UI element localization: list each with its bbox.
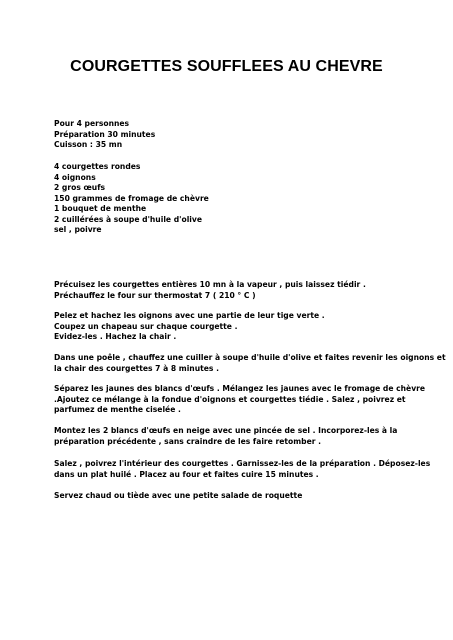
step-line: Montez les 2 blancs d'œufs en neige avec une pincée de sel . Incorporez-les à la xyxy=(54,426,398,435)
servings-text: Pour 4 personnes xyxy=(54,119,130,128)
ingredient-item: 4 courgettes rondes xyxy=(54,162,141,171)
recipe-meta xyxy=(54,119,429,151)
step-line: Salez , poivrez l'intérieur des courgettes . Garnissez-les de la préparation . Déposez-les xyxy=(54,459,431,468)
step-line: dans un plat huilé . Placez au four et faites cuire 15 minutes . xyxy=(54,469,319,479)
step-line: Servez chaud ou tiède avec une petite salade de roquette xyxy=(54,491,303,500)
step-line: Précuisez les courgettes entières 10 mn à la vapeur , puis laissez tiédir . xyxy=(54,280,366,289)
step-line: préparation précédente , sans craindre de les faire retomber . xyxy=(54,436,321,446)
ingredients-list xyxy=(54,162,429,236)
ingredient-item: 2 cuillérées à soupe d'huile d'olive xyxy=(54,214,203,224)
step-line: la chair des courgettes 7 à 8 minutes . xyxy=(54,363,219,373)
step-line: Préchauffez le four sur thermostat 7 ( 210 ° C ) xyxy=(54,290,256,300)
step-paragraph-7 xyxy=(54,491,429,502)
step-line: parfumez de menthe ciselée . xyxy=(54,405,181,414)
step-paragraph-2 xyxy=(54,311,429,343)
step-line: Coupez un chapeau sur chaque courgette . xyxy=(54,321,238,331)
ingredient-item: 1 bouquet de menthe xyxy=(54,204,147,213)
step-line: Dans une poêle , chauffez une cuiller à soupe d'huile d'olive et faites revenir les oignons et xyxy=(54,353,446,362)
cook-time-text: Cuisson : 35 mn xyxy=(54,140,123,149)
step-line: Pelez et hachez les oignons avec une partie de leur tige verte . xyxy=(54,311,325,320)
step-paragraph-1 xyxy=(54,280,429,301)
step-line: .Ajoutez ce mélange à la fondue d'oignons et courgettes tiédie . Salez , poivrez et xyxy=(54,394,406,404)
prep-time-text: Préparation 30 minutes xyxy=(54,129,156,139)
ingredient-item: 150 grammes de fromage de chèvre xyxy=(54,193,209,203)
ingredient-item: 4 oignons xyxy=(54,172,96,182)
step-line: Séparez les jaunes des blancs d'œufs . Mélangez les jaunes avec le fromage de chèvre xyxy=(54,384,426,393)
step-paragraph-4 xyxy=(54,384,429,416)
step-line: Evidez-les . Hachez la chair . xyxy=(54,332,177,341)
step-paragraph-3 xyxy=(54,353,446,374)
ingredient-item: sel , poivre xyxy=(54,225,102,234)
recipe-title: COURGETTES SOUFFLEES AU CHEVRE xyxy=(70,58,383,75)
ingredient-item: 2 gros œufs xyxy=(54,183,106,192)
step-paragraph-5 xyxy=(54,426,429,447)
step-paragraph-6 xyxy=(54,459,429,480)
